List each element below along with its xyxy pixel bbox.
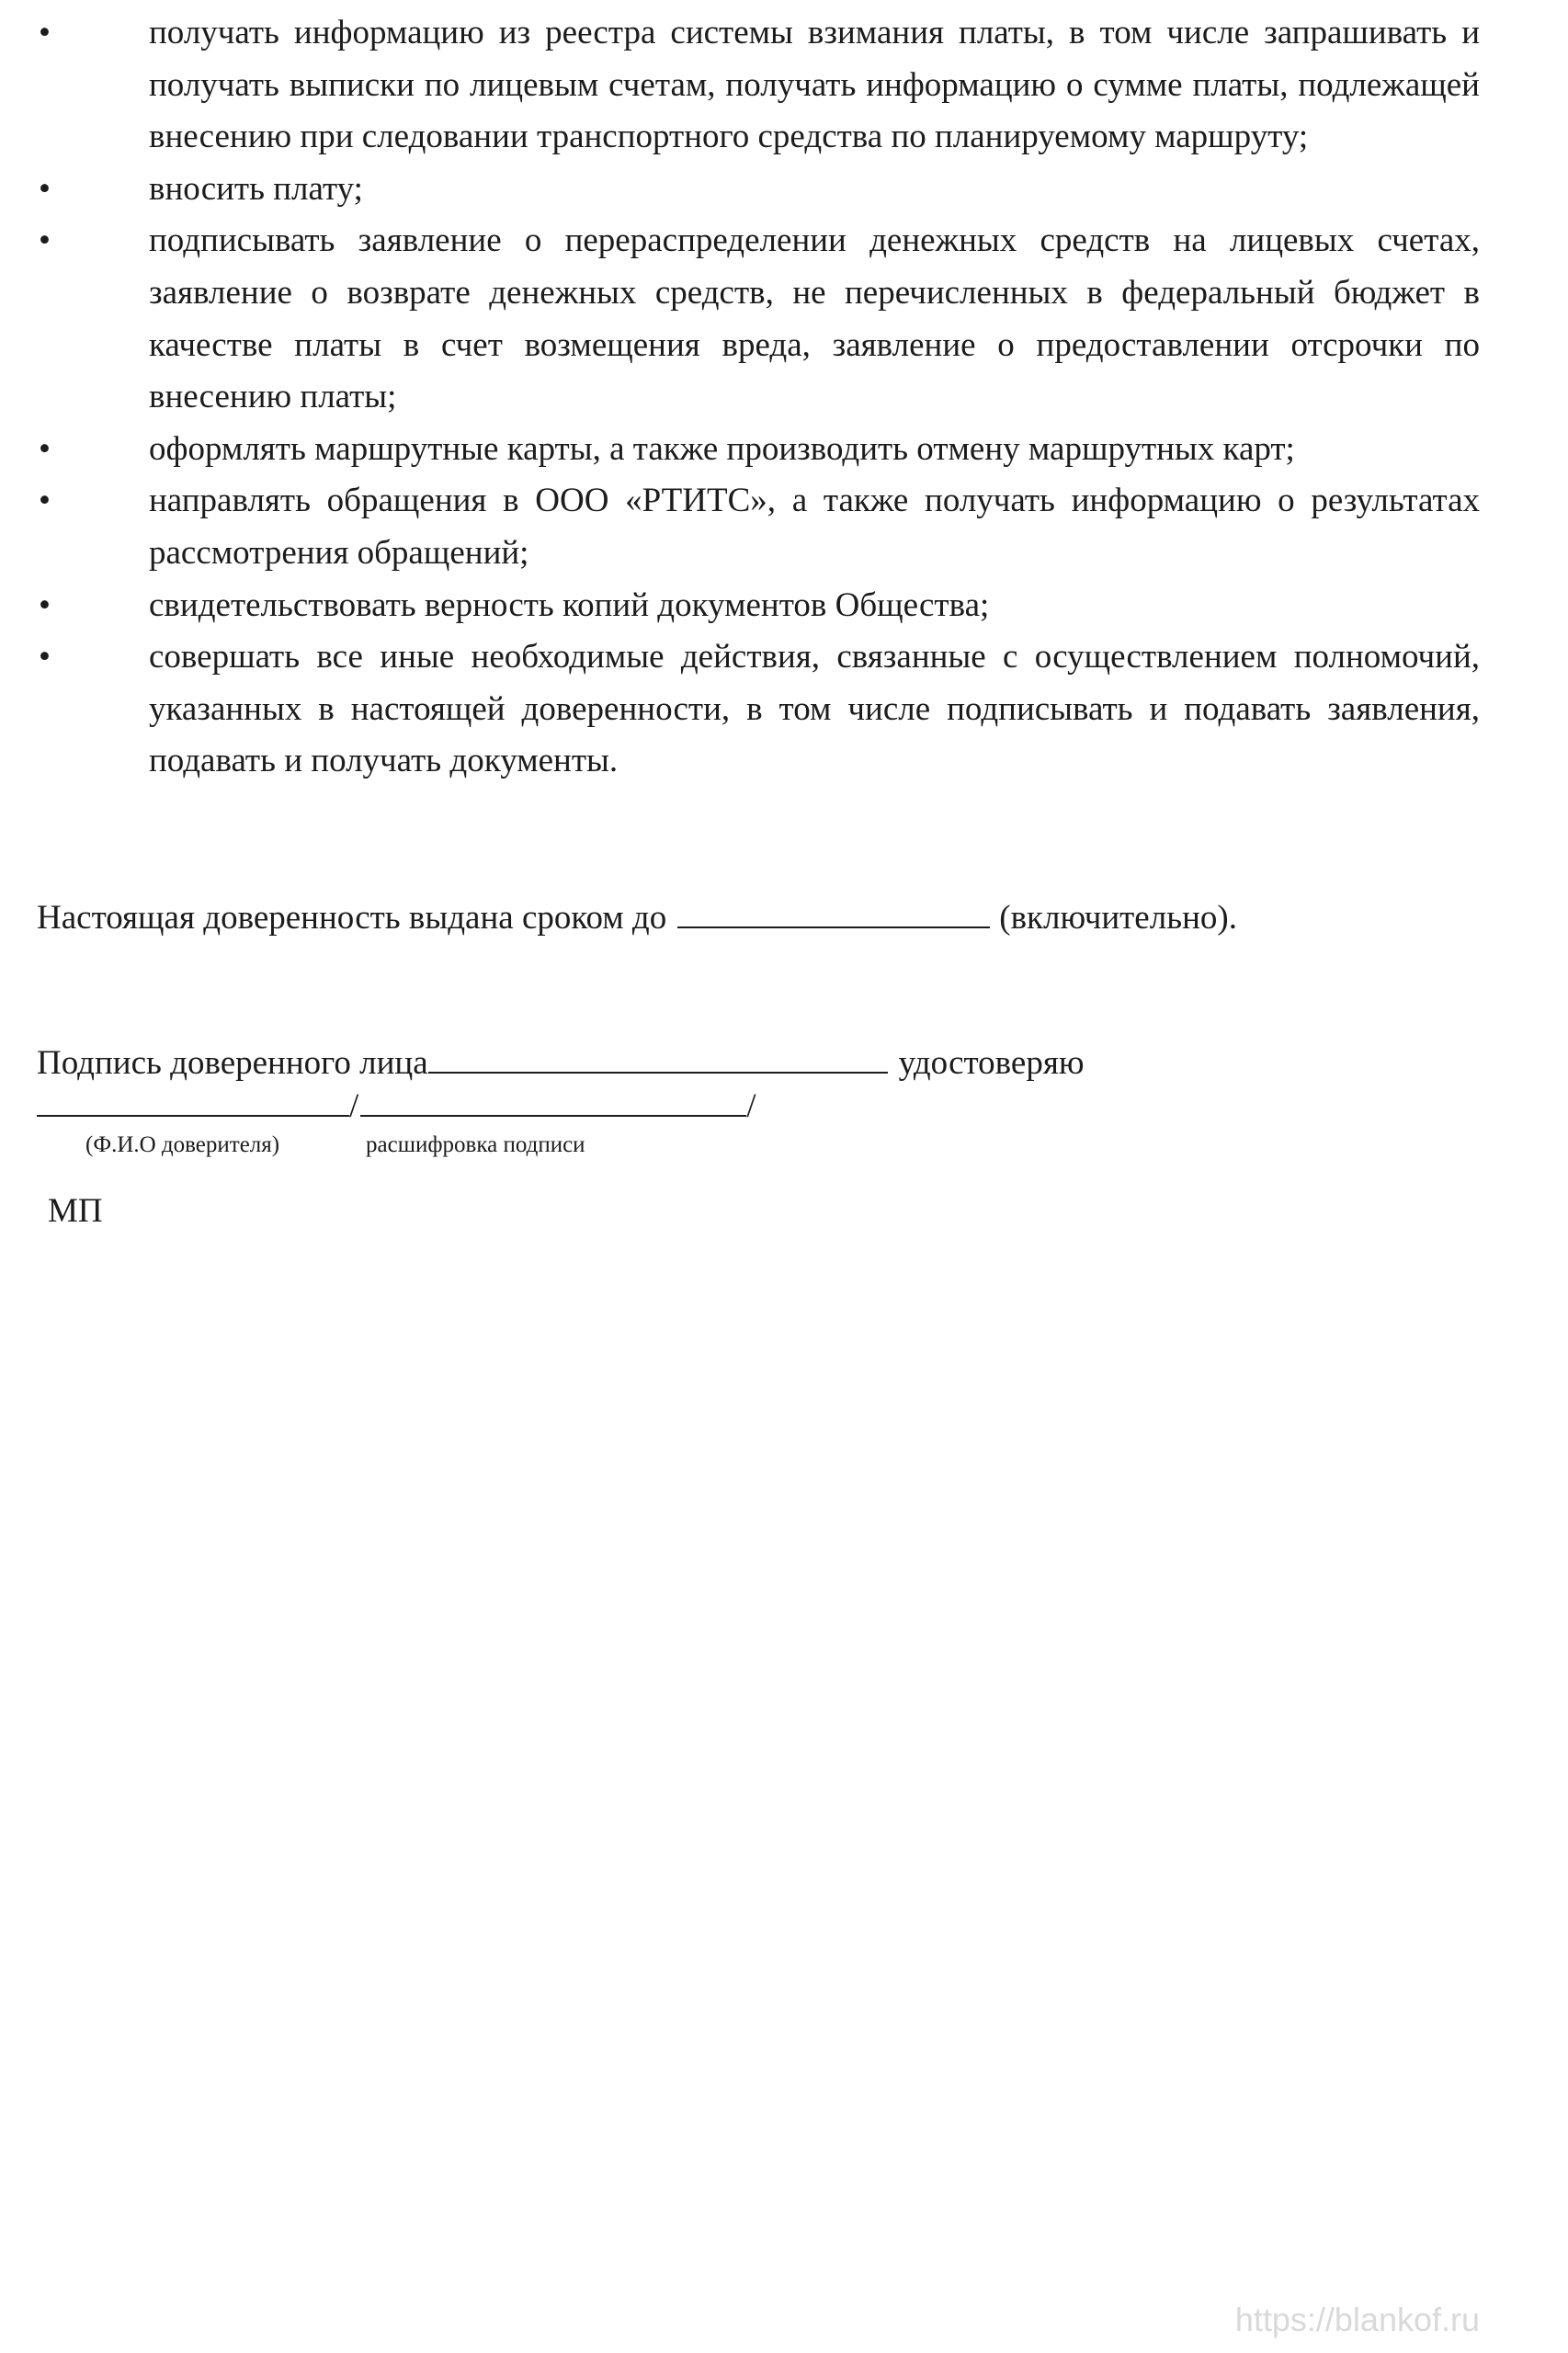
bullet-icon: •	[39, 482, 51, 520]
signature-blank	[428, 1044, 888, 1074]
list-item	[37, 7, 1480, 164]
principal-name-blank	[37, 1087, 349, 1117]
list-item	[37, 475, 1480, 579]
list-item-text: свидетельствовать верность копий документов Общества;	[149, 585, 990, 624]
validity-prefix: Настоящая доверенность выдана сроком до	[37, 899, 667, 937]
powers-list	[37, 7, 1480, 788]
watermark-text: https://blankof.ru	[1234, 2301, 1480, 2338]
bullet-icon: •	[39, 14, 51, 51]
caption-principal-name: (Ф.И.О доверителя)	[85, 1132, 280, 1157]
bullet-icon: •	[39, 638, 51, 676]
validity-suffix: (включительно).	[999, 899, 1237, 937]
list-item-text: получать информацию из реестра системы взимания платы, в том числе запрашивать и получать выписки по лицевым счетам, получать информацию о сумме платы, подлежащей внесению при следовании транспортного средства по планируемому маршруту;	[149, 14, 1480, 156]
list-item-text: направлять обращения в ООО «РТИТС», а также получать информацию о результатах рассмотрения обращений;	[149, 482, 1480, 572]
signature-decode-blank	[360, 1087, 746, 1117]
list-item	[37, 631, 1480, 788]
signature-label: Подпись доверенного лица	[37, 1044, 428, 1082]
bullet-icon: •	[39, 169, 51, 208]
list-item	[37, 424, 1480, 476]
list-item-text: подписывать заявление о перераспределении денежных средств на лицевых счетах, заявление о возврате денежных средств, не перечисленных в федеральный бюджет в качестве платы в счет возмещения вреда, заявление о предоставлении отсрочки по внесению платы;	[149, 222, 1480, 416]
slash-separator: /	[746, 1087, 756, 1125]
validity-date-blank	[677, 899, 990, 928]
bullet-icon: •	[39, 429, 51, 468]
bullet-icon: •	[39, 585, 51, 624]
list-item	[37, 164, 1480, 216]
certify-text: удостоверяю	[898, 1044, 1085, 1082]
principal-signature-row	[37, 1085, 756, 1131]
bullet-icon: •	[39, 222, 51, 260]
list-item-text: оформлять маршрутные карты, а также производить отмену маршрутных карт;	[149, 429, 1295, 468]
list-item-text: совершать все иные необходимые действия, связанные с осуществлением полномочий, указанных в настоящей доверенности, в том числе подписывать и подавать заявления, подавать и получать документы.	[149, 638, 1480, 780]
signature-line	[37, 1041, 1085, 1086]
validity-statement	[37, 896, 1237, 940]
caption-signature-decode: расшифровка подписи	[366, 1132, 585, 1157]
list-item	[37, 580, 1480, 632]
stamp-label: МП	[48, 1192, 103, 1230]
list-item-text: вносить плату;	[149, 169, 363, 208]
list-item	[37, 215, 1480, 423]
slash-separator: /	[349, 1087, 359, 1125]
